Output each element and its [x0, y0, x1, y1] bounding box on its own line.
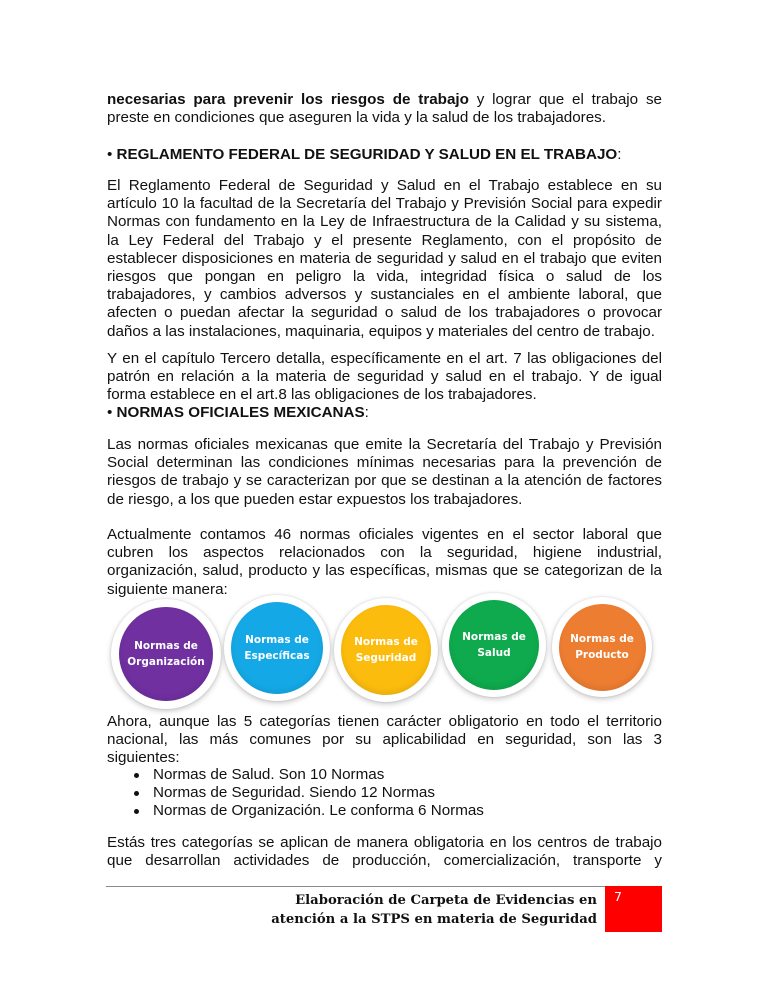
category-label-line2: Salud: [477, 647, 511, 659]
list-item-text: Normas de Seguridad. Siendo 12 Normas: [153, 784, 435, 802]
paragraph-normas-oficiales: Las normas oficiales mexicanas que emite la Secretaría del Trabajo y Previsión Social determinan las condiciones mínimas necesarias para la prevención de riesgos de trabajo y se caracterizan por que se destinan a la atención de factores de riesgo, a los que pueden estar expuestos los trabajadores.: [107, 436, 662, 508]
category-producto: [552, 597, 652, 697]
footer-title-line2: atención a la STPS en materia de Seguridad: [271, 911, 597, 927]
list-item: [107, 802, 662, 820]
section-heading-normas: [107, 404, 667, 422]
paragraph-capitulo-tercero: Y en el capítulo Tercero detalla, específicamente en el art. 7 las obligaciones del patrón en relación a la materia de seguridad y salud en el trabajo. Y de igual forma establece en el art.8 las obligaciones de los trabajadores.: [107, 350, 662, 404]
list-item: [107, 784, 662, 802]
footer-divider: [106, 886, 605, 887]
list-item-text: Normas de Salud. Son 10 Normas: [153, 766, 385, 783]
paragraph-intro: [107, 91, 662, 127]
bullet-icon: [134, 809, 139, 814]
bullet-icon: [134, 791, 139, 796]
page-number-box: [605, 886, 662, 932]
category-circle: [559, 604, 646, 691]
paragraph-46-normas: Actualmente contamos 46 normas oficiales vigentes en el sector laboral que cubren los aspectos relacionados con la seguridad, higiene industrial, organización, salud, producto y las específicas, mismas que se categorizan de la siguiente manera:: [107, 526, 662, 598]
category-circle: [119, 607, 213, 701]
paragraph-reglamento: El Reglamento Federal de Seguridad y Salud en el Trabajo establece en su artículo 10 la facultad de la Secretaría del Trabajo y Previsión Social para expedir Normas con fundamento en la Ley de Infraestructura de la Calidad y su sistema, la Ley Federal del Trabajo y el presente Reglamento, con el propósito de establecer disposiciones en materia de seguridad y salud en el trabajo que eviten riesgos que pongan en peligro la vida, integridad física o salud de los trabajadores, y cambios adversos y sustanciales en el ambiente laboral, que afecten o puedan afectar la seguridad o salud de los trabajadores o provocar daños a las instalaciones, maquinaria, equipos y materiales del centro de trabajo.: [107, 177, 662, 340]
category-seguridad: [334, 598, 438, 702]
heading-suffix: :: [617, 146, 622, 163]
footer-title: [271, 892, 597, 929]
heading-title: NORMAS OFICIALES MEXICANAS: [116, 404, 365, 421]
footer-title-line1: Elaboración de Carpeta de Evidencias en: [295, 893, 597, 908]
heading-title: REGLAMENTO FEDERAL DE SEGURIDAD Y SALUD EN EL TRABAJO: [116, 146, 618, 163]
paragraph-intro-rest: y lograr que el trabajo se preste en condiciones que aseguren la vida y la salud de los trabajadores.: [107, 91, 662, 127]
category-label-line1: Normas de: [570, 633, 634, 645]
category-label-line1: Normas de: [134, 640, 198, 652]
bullet-icon: [134, 773, 139, 778]
heading-bullet: •: [107, 146, 117, 163]
paragraph-tres-categorias: Estás tres categorías se aplican de manera obligatoria en los centros de trabajo que desarrollan actividades de producción, comercialización, transporte y: [107, 834, 662, 870]
category-label-line2: Seguridad: [355, 652, 417, 664]
category-circle: [341, 605, 431, 695]
list-item-text: Normas de Organización. Le conforma 6 Normas: [153, 802, 484, 820]
category-salud: [442, 593, 546, 697]
category-label-line2: Organización: [127, 656, 205, 668]
category-organizacion: [111, 599, 221, 709]
category-label-line2: Específicas: [244, 650, 310, 662]
category-label-line2: Producto: [575, 649, 629, 661]
category-label-line1: Normas de: [462, 631, 526, 643]
common-norms-list: [107, 766, 662, 821]
heading-bullet: •: [107, 404, 117, 421]
section-heading-reglamento: [107, 146, 667, 164]
category-label-line1: Normas de: [354, 636, 418, 648]
page-number: 7: [614, 889, 622, 904]
paragraph-cinco-categorias: Ahora, aunque las 5 categorías tienen carácter obligatorio en todo el territorio nacional, las más comunes por su aplicabilidad en seguridad, son las 3 siguientes:: [107, 713, 662, 767]
heading-suffix: :: [364, 404, 369, 421]
category-circle: [449, 600, 539, 690]
category-circle: [231, 602, 323, 694]
category-label-line1: Normas de: [245, 634, 309, 646]
list-item: [107, 766, 662, 784]
category-especificas: [224, 595, 330, 701]
bold-lead-text: necesarias para prevenir los riesgos de trabajo: [107, 91, 469, 108]
